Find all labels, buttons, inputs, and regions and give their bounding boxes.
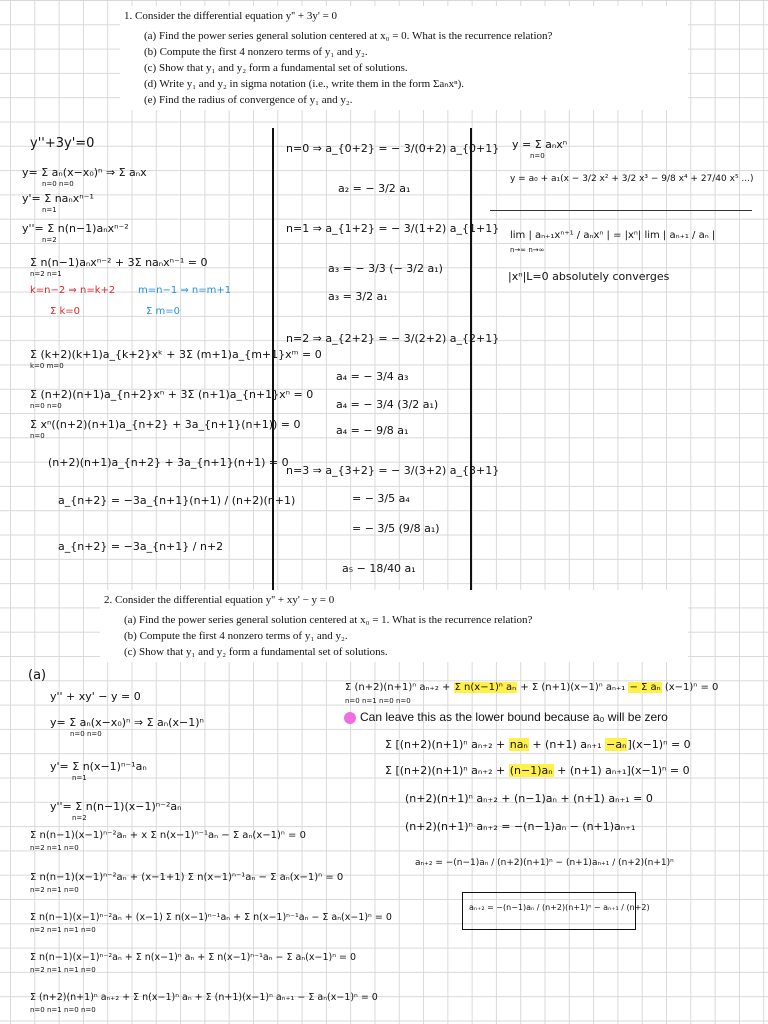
problem-1-part-d: (d) Write y₁ and y₂ in sigma notation (i.e., write them in the form Σaₙxⁿ).: [144, 78, 465, 90]
c2-n2-a: n=2 ⇒ a_{2+2} = − 3/(2+2) a_{2+1}: [286, 332, 500, 345]
c2-n0-b: a₂ = − 3/2 a₁: [338, 182, 411, 195]
p2-line-2: y= Σ aₙ(x−x₀)ⁿ ⇒ Σ aₙ(x−1)ⁿ: [50, 716, 204, 729]
c1-line-2-sub: n=0 n=0: [42, 180, 74, 188]
problem-2-statement: [100, 590, 688, 662]
c1-line-5-sub: n=2 n=1: [30, 270, 62, 278]
c1-line-3-sub: n=1: [42, 206, 57, 214]
c3-ratio-sub: n→∞ n→∞: [510, 246, 545, 254]
p2-line-7: Σ n(n−1)(x−1)ⁿ⁻²aₙ + (x−1) Σ n(x−1)ⁿ⁻¹aₙ + Σ n(x−1)ⁿ⁻¹aₙ − Σ aₙ(x−1)ⁿ = 0: [30, 912, 392, 923]
problem-2-parts: [104, 612, 684, 660]
p2-line-8: Σ n(n−1)(x−1)ⁿ⁻²aₙ + Σ n(x−1)ⁿ aₙ + Σ n(x−1)ⁿ⁻¹aₙ − Σ aₙ(x−1)ⁿ = 0: [30, 952, 357, 963]
note-marker: [344, 712, 356, 724]
problem-2-title: 2. Consider the differential equation y'' + xy' − y = 0: [104, 594, 335, 606]
p2r-line-2-d: −aₙ: [606, 738, 627, 751]
p2-line-9: Σ (n+2)(n+1)ⁿ aₙ₊₂ + Σ n(x−1)ⁿ aₙ + Σ (n+1)(x−1)ⁿ aₙ₊₁ − Σ aₙ(x−1)ⁿ = 0: [30, 992, 378, 1003]
p2r-line-2-e: ](x−1)ⁿ = 0: [627, 738, 691, 751]
c1-line-10: a_{n+2} = −3a_{n+1}(n+1) / (n+2)(n+1): [58, 494, 296, 507]
p2-line-6-sub: n=2 n=1 n=0: [30, 886, 79, 894]
problem-2-part-a: (a) Find the power series general solution centered at x₀ = 1. What is the recurrence relation?: [124, 614, 533, 626]
p2-line-9-sub: n=0 n=1 n=0 n=0: [30, 1006, 96, 1014]
p2r-line-5: (n+2)(n+1)ⁿ aₙ₊₂ = −(n−1)aₙ − (n+1)aₙ₊₁: [405, 820, 636, 833]
p2-line-8-sub: n=2 n=1 n=1 n=0: [30, 966, 96, 974]
p2r-line-1-a: Σ (n+2)(n+1)ⁿ aₙ₊₂ +: [345, 682, 454, 693]
divider-right: [470, 128, 472, 590]
c1-line-6-sub: k=0 m=0: [30, 362, 64, 370]
c1-line-5: Σ n(n−1)aₙxⁿ⁻² + 3Σ naₙxⁿ⁻¹ = 0: [30, 256, 208, 269]
problem-1-part-a: (a) Find the power series general solution centered at x₀ = 0. What is the recurrence relation?: [144, 30, 553, 42]
c1-line-3: y'= Σ naₙxⁿ⁻¹: [22, 192, 94, 205]
p2r-line-3: [385, 764, 690, 777]
p2r-line-3-b: (n−1)aₙ: [509, 764, 553, 777]
problem-2-part-b: (b) Compute the first 4 nonzero terms of y₁ and y₂.: [124, 630, 348, 642]
p2-line-3: y'= Σ n(x−1)ⁿ⁻¹aₙ: [50, 760, 147, 773]
c2-n1-a: n=1 ⇒ a_{1+2} = − 3/(1+2) a_{1+1}: [286, 222, 500, 235]
p2r-line-6: aₙ₊₂ = −(n−1)aₙ / (n+2)(n+1)ⁿ − (n+1)aₙ₊₁ / (n+2)(n+1)ⁿ: [415, 858, 674, 868]
c1-shift-k: k=n−2 ⇒ n=k+2: [30, 285, 116, 296]
c1-line-6: Σ (k+2)(k+1)a_{k+2}xᵏ + 3Σ (m+1)a_{m+1}xᵐ = 0: [30, 348, 322, 361]
c1-line-7-sub: n=0 n=0: [30, 402, 62, 410]
c1-line-4: y''= Σ n(n−1)aₙxⁿ⁻²: [22, 222, 129, 235]
p2r-line-3-a: Σ [(n+2)(n+1)ⁿ aₙ₊₂ +: [385, 764, 509, 777]
p2r-line-1-c: + Σ (n+1)(x−1)ⁿ aₙ₊₁: [517, 682, 629, 693]
problem-1-title: 1. Consider the differential equation y'' + 3y' = 0: [124, 10, 338, 22]
c2-n2-b: a₄ = − 3/4 a₃: [336, 370, 409, 383]
p2-line-4-sub: n=2: [72, 814, 87, 822]
p2r-line-1-e: (x−1)ⁿ = 0: [661, 682, 719, 693]
p2r-line-1: [345, 682, 718, 693]
c2-n2-d: a₄ = − 9/8 a₁: [336, 424, 409, 437]
c2-n1-c: a₃ = 3/2 a₁: [328, 290, 388, 303]
p2r-line-4: (n+2)(n+1)ⁿ aₙ₊₂ + (n−1)aₙ + (n+1) aₙ₊₁ = 0: [405, 792, 653, 805]
c1-line-11: a_{n+2} = −3a_{n+1} / n+2: [58, 540, 224, 553]
c3-converges: |xⁿ|L=0 absolutely converges: [508, 270, 670, 283]
c3-series: y = Σ aₙxⁿ: [512, 138, 568, 151]
p2r-line-2-a: Σ [(n+2)(n+1)ⁿ aₙ₊₂ +: [385, 738, 509, 751]
p2r-note: [344, 710, 668, 724]
c2-n2-c: a₄ = − 3/4 (3/2 a₁): [336, 398, 439, 411]
final-recurrence-box: [462, 892, 650, 930]
problem-1-part-b: (b) Compute the first 4 nonzero terms of y₁ and y₂.: [144, 46, 368, 58]
c2-n3-d: a₅ − 18/40 a₁: [342, 562, 416, 575]
c1-line-1: y''+3y'=0: [30, 136, 95, 151]
c1-shift-m: m=n−1 ⇒ n=m+1: [138, 285, 232, 296]
p2-tag: (a): [28, 668, 47, 683]
p2-line-5-sub: n=2 n=1 n=0: [30, 844, 79, 852]
p2r-line-1-sub: n=0 n=1 n=0 n=0: [345, 697, 411, 705]
c1-line-9: (n+2)(n+1)a_{n+2} + 3a_{n+1}(n+1) = 0: [48, 456, 289, 469]
divider-col3: [490, 210, 752, 211]
c2-n3-c: = − 3/5 (9/8 a₁): [352, 522, 440, 535]
p2r-line-3-c: + (n+1) aₙ₊₁](x−1)ⁿ = 0: [553, 764, 690, 777]
p2r-line-7: aₙ₊₂ = −(n−1)aₙ / (n+2)(n+1)ⁿ − aₙ₊₁ / (n+2): [469, 903, 650, 912]
c1-line-2: y= Σ aₙ(x−x₀)ⁿ ⇒ Σ aₙx: [22, 166, 147, 179]
problem-1-part-e: (e) Find the radius of convergence of y₁ and y₂.: [144, 94, 353, 106]
problem-1-statement: [120, 6, 688, 110]
p2r-line-1-d: − Σ aₙ: [629, 682, 661, 693]
problem-2-part-c: (c) Show that y₁ and y₂ form a fundamental set of solutions.: [124, 646, 388, 658]
p2-line-2-sub: n=0 n=0: [70, 730, 102, 738]
p2r-line-2-b: naₙ: [509, 738, 528, 751]
p2r-line-2: [385, 738, 691, 751]
c1-line-8: Σ xⁿ((n+2)(n+1)a_{n+2} + 3a_{n+1}(n+1)) = 0: [30, 418, 301, 431]
problem-1-parts: [124, 28, 684, 108]
p2r-note-text: Can leave this as the lower bound because a₀ will be zero: [360, 710, 668, 724]
c3-series-sub: n=0: [530, 152, 545, 160]
c2-n3-a: n=3 ⇒ a_{3+2} = − 3/(3+2) a_{3+1}: [286, 464, 500, 477]
p2r-line-1-b: Σ n(x−1)ⁿ aₙ: [454, 682, 517, 693]
p2-line-5: Σ n(n−1)(x−1)ⁿ⁻²aₙ + x Σ n(x−1)ⁿ⁻¹aₙ − Σ aₙ(x−1)ⁿ = 0: [30, 830, 306, 841]
p2-line-1: y'' + xy' − y = 0: [50, 690, 141, 703]
p2-line-7-sub: n=2 n=1 n=1 n=0: [30, 926, 96, 934]
p2-line-6: Σ n(n−1)(x−1)ⁿ⁻²aₙ + (x−1+1) Σ n(x−1)ⁿ⁻¹aₙ − Σ aₙ(x−1)ⁿ = 0: [30, 872, 344, 883]
p2r-line-2-c: + (n+1) aₙ₊₁: [528, 738, 606, 751]
c1-line-4-sub: n=2: [42, 236, 57, 244]
c3-expansion: y = a₀ + a₁(x − 3/2 x² + 3/2 x³ − 9/8 x⁴ + 27/40 x⁵ ...): [510, 174, 754, 184]
p2-line-4: y''= Σ n(n−1)(x−1)ⁿ⁻²aₙ: [50, 800, 182, 813]
c1-sum-m: Σ m=0: [146, 306, 180, 317]
c1-line-7: Σ (n+2)(n+1)a_{n+2}xⁿ + 3Σ (n+1)a_{n+1}xⁿ = 0: [30, 388, 314, 401]
c2-n0-a: n=0 ⇒ a_{0+2} = − 3/(0+2) a_{0+1}: [286, 142, 500, 155]
problem-1-part-c: (c) Show that y₁ and y₂ form a fundamental set of solutions.: [144, 62, 408, 74]
c2-n1-b: a₃ = − 3/3 (− 3/2 a₁): [328, 262, 443, 275]
p2-line-3-sub: n=1: [72, 774, 87, 782]
c1-sum-k: Σ k=0: [50, 306, 81, 317]
c2-n3-b: = − 3/5 a₄: [352, 492, 410, 505]
c3-ratio-test: lim | aₙ₊₁xⁿ⁺¹ / aₙxⁿ | = |xⁿ| lim | aₙ₊₁ / aₙ |: [510, 230, 716, 241]
c1-line-8-sub: n=0: [30, 432, 45, 440]
